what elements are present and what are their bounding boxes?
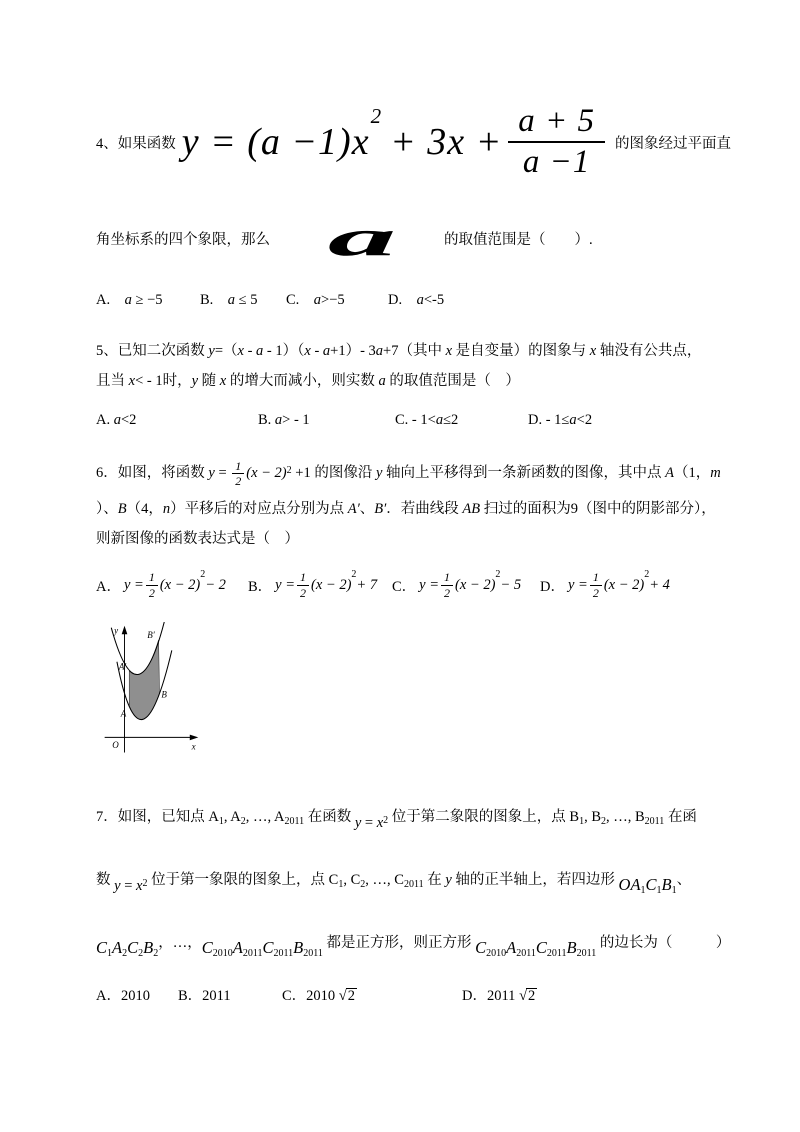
question-4 xyxy=(96,92,732,308)
axis-label-y: y xyxy=(114,625,119,636)
inline-formula-y-equals-x-squared: $y = x^2$ xyxy=(354,815,389,831)
q7-option-b: B．2011 xyxy=(178,987,231,1004)
q6-figure xyxy=(98,622,204,762)
fraction-numerator: a + 5 xyxy=(508,104,605,143)
q5-option-a: A. a<2 xyxy=(96,411,137,428)
inline-fraction xyxy=(590,571,602,599)
q7-option-c: C．2010 √2 xyxy=(282,987,356,1004)
formula-tail: − 2 xyxy=(205,576,226,593)
q6-option-d: D． y = $\frac{1}{2}$ (x − 2) 2 + 4 xyxy=(540,568,670,600)
fraction-numerator: 1 xyxy=(146,571,158,586)
q4-display-formula xyxy=(182,104,605,179)
q5-stem-line1: 5、已知二次函数 y=（x - a - 1）（x - a+1）- 3a+7（其中 x 是自变量）的图象与 x 轴没有公共点， xyxy=(96,343,702,359)
point-label-b: B xyxy=(161,689,167,700)
q7-stem-line2 xyxy=(96,848,720,911)
fraction-denominator: 2 xyxy=(235,474,242,489)
q6-stem-line1-before: 6．如图，将函数 y = xyxy=(96,465,231,481)
fraction-numerator: 1 xyxy=(232,460,244,475)
fraction-denominator: 2 xyxy=(592,585,599,600)
formula-lhs: y = xyxy=(123,576,144,593)
q4-option-b: B. a ≤ 5 xyxy=(200,291,258,308)
stem-text: 位于第二象限的图象上，点 $B_1$, $B_2$, …, $B_{2011}$ 在函 xyxy=(388,809,697,827)
q4-line2-before: 角坐标系的四个象限，那么 xyxy=(96,231,270,248)
stem-text: 都是正方形，则正方形 xyxy=(322,935,476,951)
stem-text: ，…， xyxy=(158,935,202,951)
formula-lhs: y = xyxy=(567,576,588,593)
q7-stem-line3 xyxy=(96,911,731,974)
x-axis-arrow-icon xyxy=(190,735,199,741)
inline-formula-square-cacb: $C_1A_2C_2B_2$ xyxy=(96,938,159,959)
point-label-a: A xyxy=(120,708,127,719)
inline-formula-square-oacb: $OA_1C_1B_1$ xyxy=(618,875,677,896)
q6-options xyxy=(96,562,720,608)
q6-stem-line2: ）、B（4，n）平移后的对应点分别为点 A′、B′．若曲线段 AB 扫过的面积为9（图中的阴影部分）， xyxy=(96,501,716,517)
q7-options xyxy=(96,982,720,1006)
formula-tail: − 5 xyxy=(500,576,522,593)
q6-stem-line1-after: $(x - 2)^2 +1$ 的图像沿 y 轴向上平移得到一条新函数的图像，其中点 A（1，m xyxy=(246,465,721,481)
fraction-denominator: a −1 xyxy=(522,144,591,180)
q4-stem-after-formula: 的图象经过平面直 xyxy=(615,135,732,152)
inline-formula-square-c2010: $C_{2010}A_{2011}C_{2011}B_{2011}$ xyxy=(475,938,597,959)
formula-lhs: y = (a −1)x xyxy=(181,121,370,163)
q6-stem-line3: 则新图像的函数表达式是（ ） xyxy=(96,531,299,547)
point-label-b-prime: B′ xyxy=(147,630,155,641)
q7-option-d: D．2011 √2 xyxy=(462,987,536,1004)
q5-stem-line2: 且当 x< - 1时，y 随 x 的增大而减小，则实数 a 的取值范围是（ ） xyxy=(96,373,520,389)
q6-figure-wrap xyxy=(98,622,720,762)
q4-options xyxy=(96,288,720,308)
option-label: D． xyxy=(540,578,565,595)
big-a-glyph: a xyxy=(327,209,397,267)
inline-formula-y-equals-x-squared: $y = x^2$ xyxy=(114,878,148,894)
formula-body: (x − 2) xyxy=(603,576,645,593)
inline-fraction xyxy=(146,571,158,599)
stem-text: 位于第一象限的图象上，点 $C_1$, $C_2$, …, $C_{2011}$ 在 y 轴的正半轴上，若四边形 xyxy=(147,872,619,890)
q6-stem-line1 xyxy=(96,456,720,490)
formula-middle: + 3x + xyxy=(390,121,503,163)
q5-options xyxy=(96,410,720,430)
stem-text: 数 xyxy=(96,872,115,888)
fraction-denominator: 2 xyxy=(444,585,451,600)
question-7 xyxy=(96,786,731,1006)
stem-text: 7．如图，已知点 $A_1$, $A_2$, …, $A_{2011}$ 在函数 xyxy=(96,809,355,827)
inline-formula-square-c2010: $C_{2010}A_{2011}C_{2011}B_{2011}$ xyxy=(201,938,323,959)
q4-option-c: C. a>−5 xyxy=(286,291,345,308)
question-5 xyxy=(96,336,720,430)
fraction-denominator: 2 xyxy=(148,585,155,600)
q6-option-c: C． y = $\frac{1}{2}$ (x − 2) 2 − 5 xyxy=(392,568,522,600)
inline-fraction xyxy=(297,571,309,599)
formula-body: (x − 2) xyxy=(311,576,352,593)
q5-option-c: C. - 1<a≤2 xyxy=(395,411,459,428)
q4-intro-text: 4、如果函数 xyxy=(96,135,176,152)
q4-stem-line1 xyxy=(96,92,732,192)
question-6 xyxy=(96,456,720,762)
fraction-numerator: 1 xyxy=(297,571,309,586)
q7-stem-line1 xyxy=(96,786,720,848)
q5-option-b: B. a> - 1 xyxy=(258,411,310,428)
inline-fraction xyxy=(441,571,453,599)
y-axis-arrow-icon xyxy=(122,626,128,635)
formula-tail: + 4 xyxy=(649,576,670,593)
formula-exponent: 2 xyxy=(370,104,383,129)
formula-body: (x − 2) xyxy=(455,576,496,593)
inline-fraction xyxy=(232,460,244,488)
option-label: A． xyxy=(96,578,121,595)
q4-option-d: D. a<-5 xyxy=(388,291,445,308)
q5-option-d: D. - 1≤a<2 xyxy=(528,411,593,428)
origin-label: O xyxy=(112,739,119,750)
fraction-denominator: 2 xyxy=(300,585,307,600)
q4-stem-line2 xyxy=(96,209,720,267)
formula-tail: + 7 xyxy=(356,576,378,593)
formula-body: (x − 2) xyxy=(159,576,201,593)
q6-option-b: B． y = $\frac{1}{2}$ (x − 2) 2 + 7 xyxy=(248,568,378,600)
q7-option-a: A．2010 xyxy=(96,987,150,1004)
stem-text: 的边长为（ ） xyxy=(596,935,731,951)
q5-stem xyxy=(96,336,720,396)
formula-fraction xyxy=(508,104,605,179)
option-label: B． xyxy=(248,578,273,595)
point-label-a-prime: A′ xyxy=(118,661,127,672)
q4-option-a: A. a ≥ −5 xyxy=(96,291,163,308)
fraction-numerator: 1 xyxy=(590,571,602,586)
axis-label-x: x xyxy=(191,741,196,752)
q4-line2-after: 的取值范围是（ ）. xyxy=(444,231,593,248)
formula-lhs: y = xyxy=(275,576,296,593)
option-label: C． xyxy=(392,578,417,595)
q6-option-a: A． y = $\frac{1}{2}$ (x − 2) 2 − 2 xyxy=(96,568,226,600)
q7-stem xyxy=(96,786,731,974)
stem-text: 、 xyxy=(676,872,692,888)
fraction-numerator: 1 xyxy=(441,571,453,586)
formula-lhs: y = xyxy=(419,576,440,593)
